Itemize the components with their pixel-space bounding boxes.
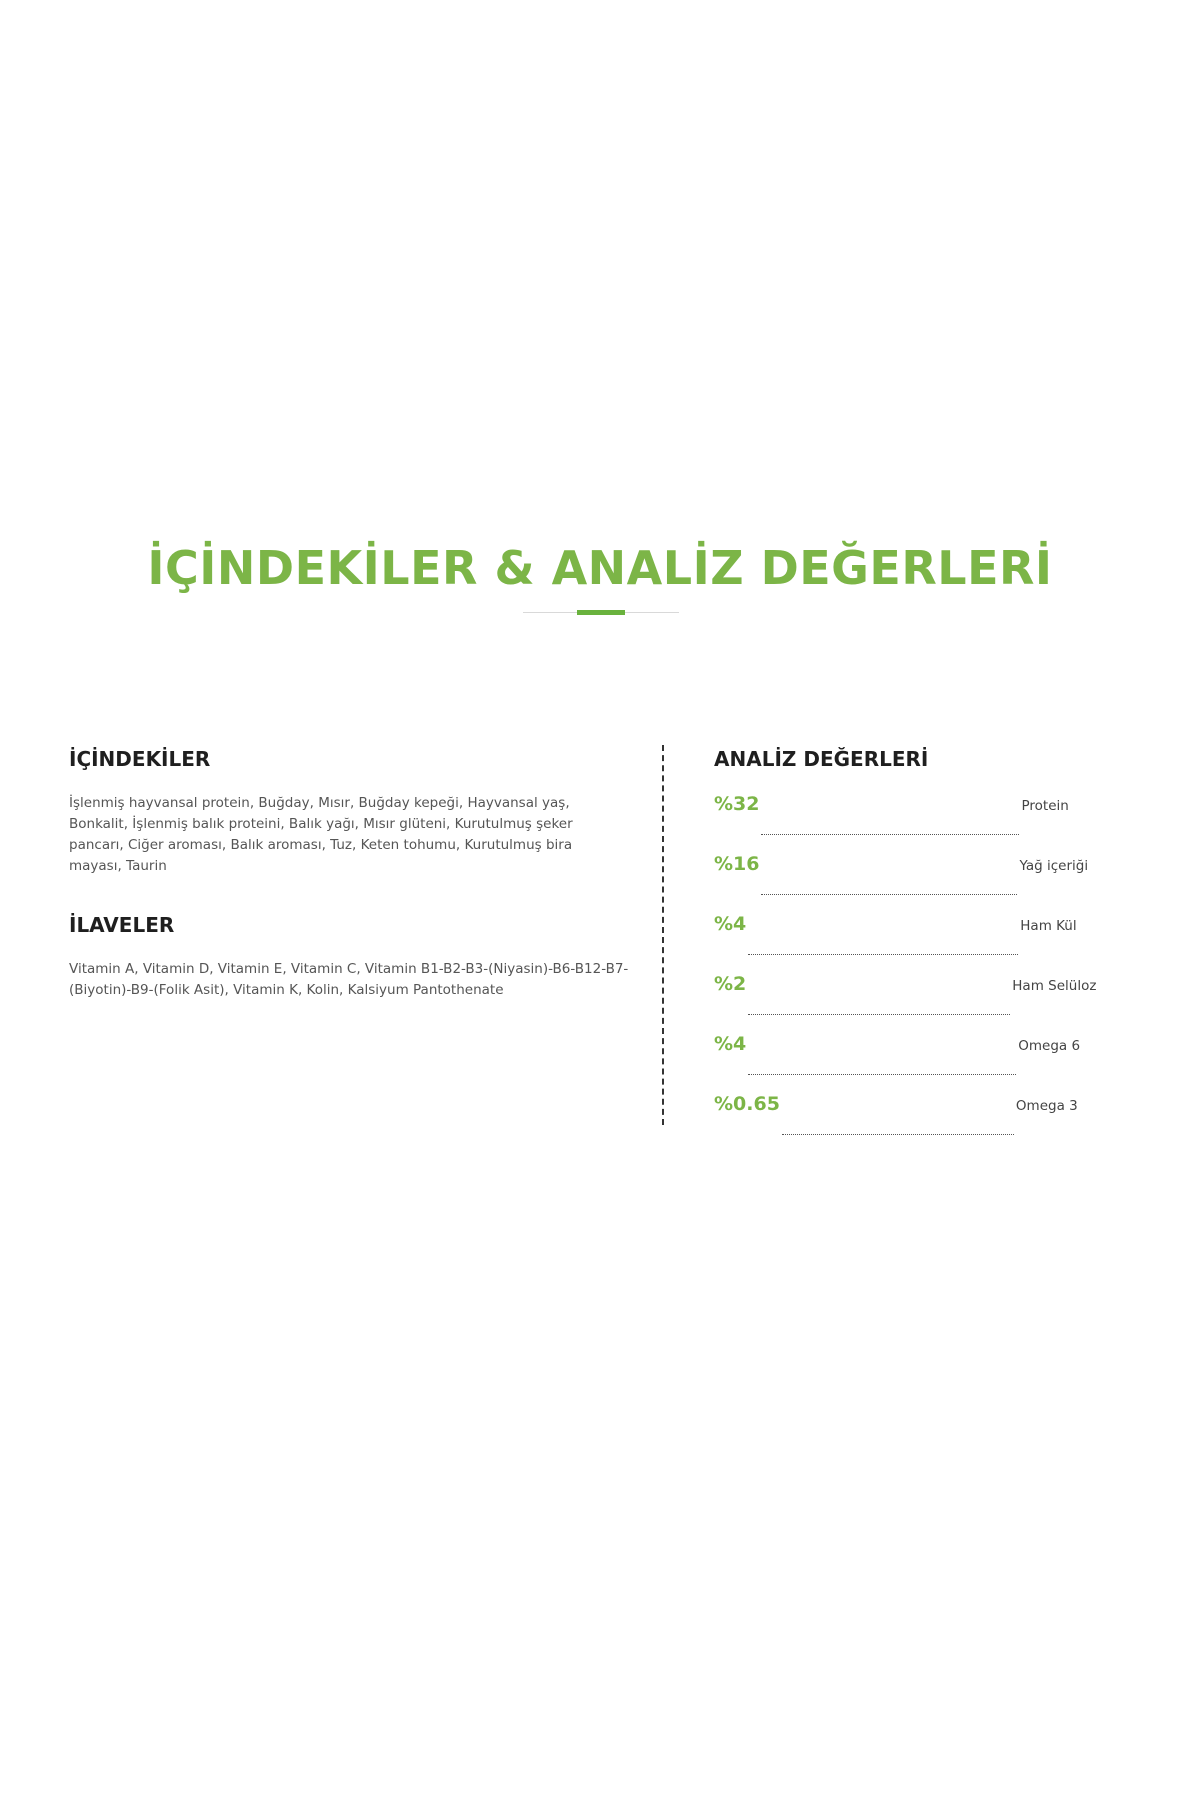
analysis-label: Ham Kül [1020,918,1077,934]
analysis-value: %32 [714,793,760,815]
analysis-row-protein [714,793,1134,853]
column-divider [662,745,664,1125]
analysis-row-omega3 [714,1093,1134,1153]
ingredients-column [69,745,629,1001]
dotted-leader [761,894,1017,895]
dotted-leader [782,1134,1014,1135]
dotted-leader [748,1014,1010,1015]
analysis-row-ash [714,913,1134,973]
analysis-row-omega6 [714,1033,1134,1093]
page-title: İÇİNDEKİLER & ANALİZ DEĞERLERİ [147,541,1053,595]
dotted-leader [748,954,1018,955]
analysis-value: %0.65 [714,1093,780,1115]
analysis-row-fiber [714,973,1134,1033]
analysis-label: Ham Selüloz [1012,978,1097,994]
analysis-value: %2 [714,973,747,995]
ingredients-text: İşlenmiş hayvansal protein, Buğday, Mısır, Buğday kepeği, Hayvansal yaş, Bonkalit, İşlenmiş balık proteini, Balık yağı, Mısır glüteni, Kurutulmuş şeker pancarı, Ciğer aroması, Balık aroması, Tuz, Keten tohumu, Kurutulmuş bira mayası, Taurin [69,795,573,874]
ingredients-heading: İÇİNDEKİLER [69,747,211,771]
analysis-value: %4 [714,913,747,935]
analysis-label: Omega 6 [1018,1038,1081,1054]
analysis-value: %16 [714,853,760,875]
analysis-row-fat [714,853,1134,913]
dotted-leader [748,1074,1016,1075]
dotted-leader [761,834,1019,835]
analysis-label: Yağ içeriği [1019,858,1089,874]
analysis-column [714,745,1134,1153]
analysis-list [714,793,1134,1153]
additives-heading: İLAVELER [69,913,175,937]
analysis-heading: ANALİZ DEĞERLERİ [714,747,929,771]
analysis-value: %4 [714,1033,747,1055]
title-accent-bar [577,610,625,615]
analysis-label: Protein [1021,798,1069,814]
analysis-label: Omega 3 [1015,1098,1078,1114]
additives-text: Vitamin A, Vitamin D, Vitamin E, Vitamin C, Vitamin B1-B2-B3-(Niyasin)-B6-B12-B7-(Biyotin)-B9-(Folik Asit), Vitamin K, Kolin, Kalsiyum Pantothenate [69,961,629,998]
